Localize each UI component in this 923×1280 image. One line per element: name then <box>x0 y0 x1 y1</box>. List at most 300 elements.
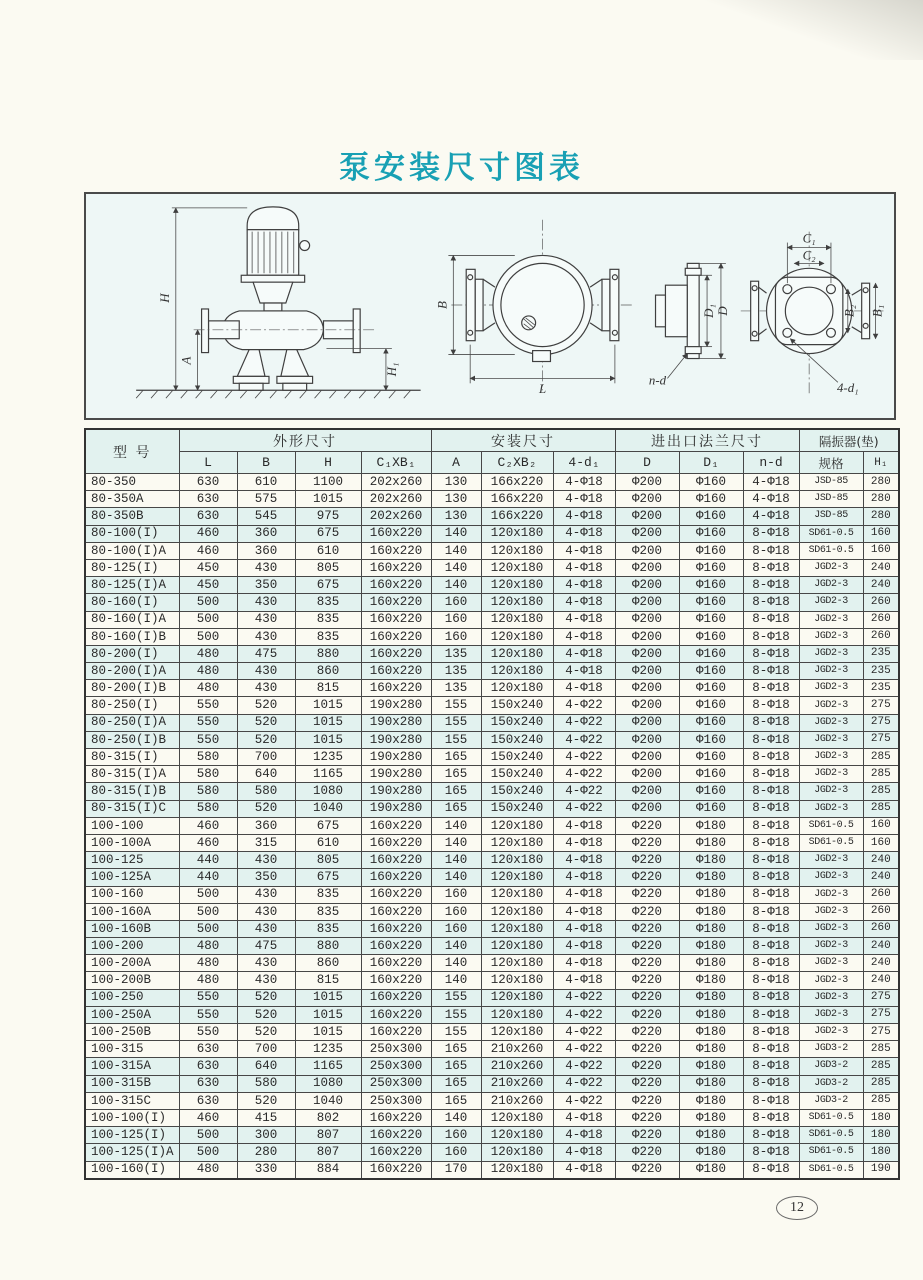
isolator-spec-cell: JGD2-3 <box>799 714 863 731</box>
value-cell: 160x220 <box>361 628 431 645</box>
model-cell: 80-250(I)A <box>85 714 179 731</box>
h1-cell: 180 <box>863 1144 899 1161</box>
value-cell: Φ180 <box>679 1006 743 1023</box>
value-cell: 1015 <box>295 989 361 1006</box>
value-cell: Φ160 <box>679 731 743 748</box>
h1-cell: 285 <box>863 749 899 766</box>
model-cell: 100-315C <box>85 1092 179 1109</box>
value-cell: 8-Φ18 <box>743 972 799 989</box>
dim-label-H1: H₁ <box>384 362 399 377</box>
h1-cell: 285 <box>863 1058 899 1075</box>
value-cell: 155 <box>431 1024 481 1041</box>
value-cell: 8-Φ18 <box>743 886 799 903</box>
value-cell: Φ220 <box>615 955 679 972</box>
model-cell: 80-315(I)B <box>85 783 179 800</box>
value-cell: Φ200 <box>615 508 679 525</box>
value-cell: 1165 <box>295 766 361 783</box>
value-cell: Φ200 <box>615 697 679 714</box>
table-row <box>85 800 899 817</box>
isolator-spec-cell: SD61-0.5 <box>799 1161 863 1179</box>
h1-cell: 240 <box>863 577 899 594</box>
h1-cell: 240 <box>863 852 899 869</box>
value-cell: 120x180 <box>481 1006 553 1023</box>
value-cell: 610 <box>295 542 361 559</box>
h1-cell: 240 <box>863 955 899 972</box>
table-row <box>85 594 899 611</box>
value-cell: 630 <box>179 1075 237 1092</box>
value-cell: Φ200 <box>615 645 679 662</box>
value-cell: 150x240 <box>481 714 553 731</box>
h1-cell: 260 <box>863 594 899 611</box>
value-cell: 675 <box>295 817 361 834</box>
value-cell: 520 <box>237 989 295 1006</box>
value-cell: 120x180 <box>481 852 553 869</box>
value-cell: 8-Φ18 <box>743 611 799 628</box>
table-row <box>85 749 899 766</box>
value-cell: 630 <box>179 1058 237 1075</box>
value-cell: 140 <box>431 817 481 834</box>
value-cell: 4-Φ18 <box>743 508 799 525</box>
h1-cell: 160 <box>863 542 899 559</box>
value-cell: Φ220 <box>615 1127 679 1144</box>
dim-label-H: H <box>157 293 172 303</box>
value-cell: 480 <box>179 645 237 662</box>
value-cell: Φ160 <box>679 611 743 628</box>
value-cell: 700 <box>237 1041 295 1058</box>
table-row <box>85 542 899 559</box>
isolator-spec-cell: JGD2-3 <box>799 577 863 594</box>
isolator-spec-cell: SD61-0.5 <box>799 1144 863 1161</box>
model-cell: 100-100 <box>85 817 179 834</box>
table-row <box>85 1161 899 1179</box>
value-cell: 165 <box>431 800 481 817</box>
value-cell: Φ200 <box>615 783 679 800</box>
value-cell: 610 <box>295 834 361 851</box>
value-cell: 135 <box>431 645 481 662</box>
value-cell: 155 <box>431 731 481 748</box>
model-cell: 80-100(I)A <box>85 542 179 559</box>
value-cell: Φ180 <box>679 1075 743 1092</box>
h1-cell: 260 <box>863 611 899 628</box>
value-cell: 1080 <box>295 783 361 800</box>
value-cell: Φ160 <box>679 783 743 800</box>
table-body <box>85 474 899 1179</box>
value-cell: 630 <box>179 491 237 508</box>
model-cell: 100-200A <box>85 955 179 972</box>
value-cell: 160x220 <box>361 989 431 1006</box>
dim-label-B: B <box>435 301 450 309</box>
value-cell: 160x220 <box>361 920 431 937</box>
value-cell: 160x220 <box>361 577 431 594</box>
value-cell: 4-Φ18 <box>553 594 615 611</box>
scan-shadow-artifact <box>683 0 923 60</box>
isolator-spec-cell: JGD2-3 <box>799 886 863 903</box>
value-cell: 160x220 <box>361 1024 431 1041</box>
h1-cell: 275 <box>863 1024 899 1041</box>
value-cell: 430 <box>237 611 295 628</box>
table-row <box>85 938 899 955</box>
h1-cell: 190 <box>863 1161 899 1179</box>
value-cell: 160x220 <box>361 525 431 542</box>
isolator-spec-cell: JGD2-3 <box>799 680 863 697</box>
value-cell: 8-Φ18 <box>743 1092 799 1109</box>
value-cell: 4-Φ18 <box>553 508 615 525</box>
table-row <box>85 1127 899 1144</box>
h1-cell: 285 <box>863 766 899 783</box>
value-cell: 170 <box>431 1161 481 1179</box>
value-cell: 805 <box>295 559 361 576</box>
value-cell: 415 <box>237 1109 295 1126</box>
value-cell: 500 <box>179 920 237 937</box>
value-cell: 8-Φ18 <box>743 525 799 542</box>
value-cell: 835 <box>295 611 361 628</box>
value-cell: 160x220 <box>361 938 431 955</box>
isolator-spec-cell: JGD2-3 <box>799 800 863 817</box>
value-cell: 4-Φ18 <box>553 972 615 989</box>
value-cell: 166x220 <box>481 474 553 491</box>
model-cell: 100-125 <box>85 852 179 869</box>
value-cell: 250x300 <box>361 1075 431 1092</box>
value-cell: 8-Φ18 <box>743 731 799 748</box>
value-cell: Φ160 <box>679 628 743 645</box>
col-header-L: L <box>179 452 237 474</box>
dimensions-table <box>84 428 900 1180</box>
value-cell: 120x180 <box>481 1127 553 1144</box>
dim-label-B1: B₁ <box>870 304 885 318</box>
value-cell: 4-Φ22 <box>553 731 615 748</box>
value-cell: 210x260 <box>481 1092 553 1109</box>
value-cell: Φ200 <box>615 611 679 628</box>
value-cell: 160x220 <box>361 1006 431 1023</box>
isolator-spec-cell: JGD2-3 <box>799 611 863 628</box>
value-cell: 8-Φ18 <box>743 1127 799 1144</box>
value-cell: Φ160 <box>679 680 743 697</box>
value-cell: Φ220 <box>615 1075 679 1092</box>
value-cell: 160x220 <box>361 1144 431 1161</box>
value-cell: Φ160 <box>679 577 743 594</box>
value-cell: Φ220 <box>615 903 679 920</box>
value-cell: 4-Φ18 <box>743 491 799 508</box>
value-cell: 250x300 <box>361 1092 431 1109</box>
value-cell: 155 <box>431 989 481 1006</box>
value-cell: Φ160 <box>679 491 743 508</box>
isolator-spec-cell: JGD2-3 <box>799 663 863 680</box>
value-cell: 120x180 <box>481 920 553 937</box>
value-cell: 8-Φ18 <box>743 542 799 559</box>
model-cell: 80-315(I) <box>85 749 179 766</box>
value-cell: 802 <box>295 1109 361 1126</box>
h1-cell: 275 <box>863 714 899 731</box>
value-cell: 1235 <box>295 1041 361 1058</box>
value-cell: 8-Φ18 <box>743 663 799 680</box>
col-header-C1xB1: C₁XB₁ <box>361 452 431 474</box>
value-cell: 8-Φ18 <box>743 714 799 731</box>
value-cell: 860 <box>295 955 361 972</box>
value-cell: Φ220 <box>615 1109 679 1126</box>
value-cell: 500 <box>179 628 237 645</box>
value-cell: 8-Φ18 <box>743 783 799 800</box>
value-cell: 140 <box>431 852 481 869</box>
value-cell: 135 <box>431 663 481 680</box>
value-cell: 430 <box>237 559 295 576</box>
value-cell: Φ200 <box>615 731 679 748</box>
value-cell: 500 <box>179 611 237 628</box>
h1-cell: 285 <box>863 800 899 817</box>
table-row <box>85 903 899 920</box>
value-cell: 610 <box>237 474 295 491</box>
value-cell: 120x180 <box>481 628 553 645</box>
col-header-spec: 规格 <box>799 452 863 474</box>
value-cell: Φ220 <box>615 938 679 955</box>
value-cell: 140 <box>431 542 481 559</box>
value-cell: 1040 <box>295 800 361 817</box>
table-row <box>85 852 899 869</box>
value-cell: 450 <box>179 577 237 594</box>
value-cell: Φ180 <box>679 852 743 869</box>
value-cell: Φ200 <box>615 542 679 559</box>
value-cell: Φ160 <box>679 559 743 576</box>
value-cell: 120x180 <box>481 1109 553 1126</box>
value-cell: Φ220 <box>615 989 679 1006</box>
isolator-spec-cell: JSD-85 <box>799 491 863 508</box>
table-row <box>85 525 899 542</box>
value-cell: 8-Φ18 <box>743 869 799 886</box>
value-cell: 500 <box>179 1127 237 1144</box>
value-cell: Φ160 <box>679 714 743 731</box>
col-header-D: D <box>615 452 679 474</box>
model-cell: 80-315(I)C <box>85 800 179 817</box>
value-cell: 140 <box>431 834 481 851</box>
isolator-spec-cell: JGD3-2 <box>799 1058 863 1075</box>
value-cell: 4-Φ22 <box>553 749 615 766</box>
model-cell: 80-160(I)A <box>85 611 179 628</box>
value-cell: 480 <box>179 938 237 955</box>
isolator-spec-cell: JGD2-3 <box>799 766 863 783</box>
value-cell: Φ200 <box>615 577 679 594</box>
value-cell: 4-Φ22 <box>553 1041 615 1058</box>
value-cell: 130 <box>431 474 481 491</box>
table-row <box>85 559 899 576</box>
isolator-spec-cell: SD61-0.5 <box>799 817 863 834</box>
value-cell: 8-Φ18 <box>743 577 799 594</box>
value-cell: 545 <box>237 508 295 525</box>
value-cell: 500 <box>179 903 237 920</box>
value-cell: 120x180 <box>481 594 553 611</box>
table-row <box>85 697 899 714</box>
value-cell: 165 <box>431 766 481 783</box>
pump-dimension-drawings <box>86 194 894 418</box>
dim-label-B2: B₂ <box>842 304 857 318</box>
value-cell: 4-Φ18 <box>553 611 615 628</box>
value-cell: 160x220 <box>361 955 431 972</box>
value-cell: 500 <box>179 886 237 903</box>
value-cell: 120x180 <box>481 955 553 972</box>
value-cell: 430 <box>237 972 295 989</box>
value-cell: 202x260 <box>361 491 431 508</box>
value-cell: 4-Φ18 <box>553 903 615 920</box>
value-cell: 580 <box>179 766 237 783</box>
model-cell: 80-250(I)B <box>85 731 179 748</box>
value-cell: 8-Φ18 <box>743 817 799 834</box>
value-cell: 860 <box>295 663 361 680</box>
value-cell: 4-Φ18 <box>553 1144 615 1161</box>
value-cell: 120x180 <box>481 525 553 542</box>
isolator-spec-cell: SD61-0.5 <box>799 525 863 542</box>
col-header-model: 型 号 <box>85 429 179 474</box>
model-cell: 100-315A <box>85 1058 179 1075</box>
value-cell: 4-Φ18 <box>553 834 615 851</box>
value-cell: 120x180 <box>481 938 553 955</box>
isolator-spec-cell: JGD2-3 <box>799 645 863 662</box>
table-row <box>85 1075 899 1092</box>
value-cell: 4-Φ18 <box>553 645 615 662</box>
value-cell: 8-Φ18 <box>743 800 799 817</box>
value-cell: 630 <box>179 1092 237 1109</box>
value-cell: 8-Φ18 <box>743 1006 799 1023</box>
value-cell: Φ180 <box>679 972 743 989</box>
value-cell: Φ180 <box>679 886 743 903</box>
value-cell: 835 <box>295 594 361 611</box>
value-cell: Φ180 <box>679 1024 743 1041</box>
value-cell: 430 <box>237 594 295 611</box>
drawing-top-view <box>435 220 633 396</box>
value-cell: 160x220 <box>361 903 431 920</box>
model-cell: 100-100(I) <box>85 1109 179 1126</box>
table-row <box>85 972 899 989</box>
table-row <box>85 508 899 525</box>
value-cell: 120x180 <box>481 1144 553 1161</box>
value-cell: 120x180 <box>481 1024 553 1041</box>
value-cell: 165 <box>431 783 481 800</box>
isolator-spec-cell: JGD2-3 <box>799 559 863 576</box>
value-cell: 430 <box>237 663 295 680</box>
value-cell: 835 <box>295 920 361 937</box>
value-cell: 120x180 <box>481 663 553 680</box>
value-cell: 160 <box>431 594 481 611</box>
table-row <box>85 1041 899 1058</box>
drawing-bolt-circle-view <box>741 232 885 397</box>
value-cell: 1015 <box>295 697 361 714</box>
value-cell: 520 <box>237 697 295 714</box>
value-cell: Φ200 <box>615 525 679 542</box>
value-cell: Φ200 <box>615 491 679 508</box>
col-header-A: A <box>431 452 481 474</box>
value-cell: 8-Φ18 <box>743 938 799 955</box>
h1-cell: 275 <box>863 1006 899 1023</box>
isolator-spec-cell: JGD2-3 <box>799 852 863 869</box>
table-row <box>85 834 899 851</box>
pump-drawings-panel <box>84 192 896 420</box>
model-cell: 80-160(I) <box>85 594 179 611</box>
value-cell: 480 <box>179 972 237 989</box>
h1-cell: 260 <box>863 886 899 903</box>
model-cell: 80-315(I)A <box>85 766 179 783</box>
value-cell: 1080 <box>295 1075 361 1092</box>
value-cell: 140 <box>431 577 481 594</box>
value-cell: 460 <box>179 817 237 834</box>
model-cell: 80-125(I) <box>85 559 179 576</box>
value-cell: 165 <box>431 1092 481 1109</box>
h1-cell: 160 <box>863 834 899 851</box>
h1-cell: 235 <box>863 663 899 680</box>
dim-label-C1: C₁ <box>802 231 816 246</box>
value-cell: 190x280 <box>361 714 431 731</box>
model-cell: 80-350B <box>85 508 179 525</box>
value-cell: 475 <box>237 645 295 662</box>
value-cell: Φ180 <box>679 834 743 851</box>
value-cell: 280 <box>237 1144 295 1161</box>
h1-cell: 260 <box>863 903 899 920</box>
value-cell: Φ200 <box>615 749 679 766</box>
value-cell: Φ180 <box>679 920 743 937</box>
value-cell: 8-Φ18 <box>743 697 799 714</box>
value-cell: Φ200 <box>615 594 679 611</box>
col-header-C2xB2: C₂XB₂ <box>481 452 553 474</box>
drawing-flange-side-view <box>649 263 730 387</box>
value-cell: 140 <box>431 869 481 886</box>
value-cell: Φ160 <box>679 697 743 714</box>
value-cell: 120x180 <box>481 869 553 886</box>
value-cell: 160 <box>431 903 481 920</box>
model-cell: 100-250 <box>85 989 179 1006</box>
value-cell: 4-Φ18 <box>553 559 615 576</box>
model-cell: 100-200B <box>85 972 179 989</box>
col-header-D1: D₁ <box>679 452 743 474</box>
value-cell: 4-Φ18 <box>553 938 615 955</box>
value-cell: 160x220 <box>361 680 431 697</box>
value-cell: 575 <box>237 491 295 508</box>
isolator-spec-cell: JGD2-3 <box>799 731 863 748</box>
value-cell: 160x220 <box>361 886 431 903</box>
value-cell: Φ220 <box>615 1092 679 1109</box>
isolator-spec-cell: SD61-0.5 <box>799 542 863 559</box>
h1-cell: 285 <box>863 1075 899 1092</box>
isolator-spec-cell: JGD2-3 <box>799 1006 863 1023</box>
model-cell: 100-160B <box>85 920 179 937</box>
value-cell: Φ200 <box>615 663 679 680</box>
model-cell: 100-315B <box>85 1075 179 1092</box>
value-cell: 4-Φ22 <box>553 783 615 800</box>
value-cell: Φ200 <box>615 714 679 731</box>
isolator-spec-cell: JGD2-3 <box>799 972 863 989</box>
h1-cell: 235 <box>863 645 899 662</box>
value-cell: 880 <box>295 645 361 662</box>
table-row <box>85 577 899 594</box>
table-row <box>85 886 899 903</box>
value-cell: 460 <box>179 525 237 542</box>
value-cell: 150x240 <box>481 749 553 766</box>
value-cell: 155 <box>431 1006 481 1023</box>
h1-cell: 280 <box>863 474 899 491</box>
value-cell: Φ200 <box>615 628 679 645</box>
table-row <box>85 817 899 834</box>
value-cell: 550 <box>179 1006 237 1023</box>
value-cell: 475 <box>237 938 295 955</box>
isolator-spec-cell: JGD2-3 <box>799 783 863 800</box>
value-cell: 130 <box>431 508 481 525</box>
value-cell: 450 <box>179 559 237 576</box>
model-cell: 100-250A <box>85 1006 179 1023</box>
h1-cell: 275 <box>863 989 899 1006</box>
value-cell: Φ180 <box>679 1092 743 1109</box>
value-cell: 1015 <box>295 1024 361 1041</box>
value-cell: 580 <box>237 1075 295 1092</box>
table-row <box>85 1144 899 1161</box>
value-cell: 580 <box>179 783 237 800</box>
h1-cell: 285 <box>863 1041 899 1058</box>
value-cell: 430 <box>237 628 295 645</box>
value-cell: 4-Φ22 <box>553 1058 615 1075</box>
